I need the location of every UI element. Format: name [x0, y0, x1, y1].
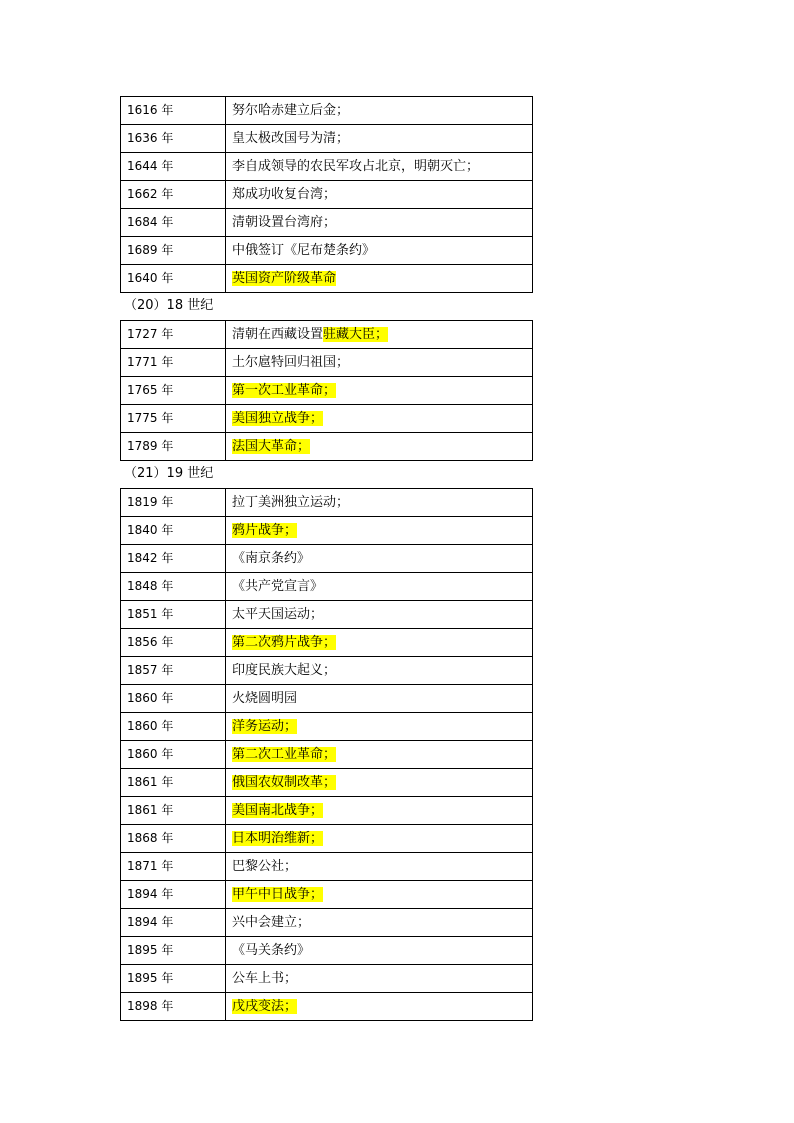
event-cell [226, 769, 533, 797]
event-text-highlighted: 甲午中日战争； [232, 887, 324, 902]
event-cell [226, 517, 533, 545]
document-page [120, 96, 526, 1021]
event-text-highlighted: 鸦片战争； [232, 523, 298, 538]
table-row [121, 797, 533, 825]
event-text: 皇太极改国号为清； [232, 131, 350, 146]
table-row [121, 993, 533, 1021]
table-row [121, 489, 533, 517]
table-row [121, 685, 533, 713]
year-cell: 1860 年 [121, 713, 226, 741]
event-text-highlighted: 驻藏大臣； [323, 327, 389, 342]
event-cell [226, 181, 533, 209]
year-cell: 1851 年 [121, 601, 226, 629]
event-text: 印度民族大起义； [232, 663, 337, 678]
table-row [121, 965, 533, 993]
event-cell [226, 265, 533, 293]
event-text-highlighted: 第二次鸦片战争； [232, 635, 337, 650]
year-cell: 1640 年 [121, 265, 226, 293]
table-row [121, 881, 533, 909]
event-text: 巴黎公社； [232, 859, 298, 874]
year-cell: 1895 年 [121, 965, 226, 993]
table-row [121, 909, 533, 937]
year-cell: 1848 年 [121, 573, 226, 601]
table-row [121, 573, 533, 601]
table-row [121, 265, 533, 293]
event-cell [226, 405, 533, 433]
year-cell: 1842 年 [121, 545, 226, 573]
table-row [121, 209, 533, 237]
event-cell [226, 97, 533, 125]
table-row [121, 349, 533, 377]
event-text: 李自成领导的农民军攻占北京，明朝灭亡； [232, 159, 480, 174]
event-cell [226, 349, 533, 377]
timeline-table [120, 96, 533, 293]
year-cell: 1895 年 [121, 937, 226, 965]
year-cell: 1689 年 [121, 237, 226, 265]
event-text: 拉丁美洲独立运动； [232, 495, 350, 510]
year-cell: 1894 年 [121, 909, 226, 937]
year-cell: 1868 年 [121, 825, 226, 853]
timeline-table [120, 488, 533, 1021]
event-cell [226, 125, 533, 153]
year-cell: 1789 年 [121, 433, 226, 461]
year-cell: 1771 年 [121, 349, 226, 377]
event-text: 《共产党宣言》 [232, 579, 324, 594]
year-cell: 1684 年 [121, 209, 226, 237]
event-text: 太平天国运动； [232, 607, 324, 622]
event-cell [226, 797, 533, 825]
table-row [121, 741, 533, 769]
table-row [121, 97, 533, 125]
event-text-highlighted: 英国资产阶级革命 [232, 271, 337, 286]
year-cell: 1616 年 [121, 97, 226, 125]
event-cell [226, 209, 533, 237]
event-cell [226, 237, 533, 265]
event-cell [226, 825, 533, 853]
table-row [121, 153, 533, 181]
year-cell: 1857 年 [121, 657, 226, 685]
year-cell: 1871 年 [121, 853, 226, 881]
event-text: 兴中会建立； [232, 915, 311, 930]
year-cell: 1662 年 [121, 181, 226, 209]
event-text: 《马关条约》 [232, 943, 311, 958]
table-row [121, 321, 533, 349]
table-row [121, 937, 533, 965]
event-cell [226, 881, 533, 909]
year-cell: 1644 年 [121, 153, 226, 181]
event-cell [226, 489, 533, 517]
table-row [121, 517, 533, 545]
event-text: 火烧圆明园 [232, 691, 298, 706]
year-cell: 1765 年 [121, 377, 226, 405]
event-text: 中俄签订《尼布楚条约》 [232, 243, 376, 258]
event-text-prefix: 清朝在西藏设置 [232, 327, 324, 342]
event-cell [226, 601, 533, 629]
section-heading: （20）18 世纪 [124, 298, 214, 313]
year-cell: 1860 年 [121, 741, 226, 769]
year-cell: 1775 年 [121, 405, 226, 433]
table-row [121, 377, 533, 405]
table-row [121, 601, 533, 629]
year-cell: 1898 年 [121, 993, 226, 1021]
year-cell: 1861 年 [121, 769, 226, 797]
table-row [121, 825, 533, 853]
event-cell [226, 685, 533, 713]
event-cell [226, 629, 533, 657]
event-cell [226, 153, 533, 181]
event-cell [226, 965, 533, 993]
year-cell: 1819 年 [121, 489, 226, 517]
event-cell [226, 853, 533, 881]
year-cell: 1861 年 [121, 797, 226, 825]
year-cell: 1894 年 [121, 881, 226, 909]
table-row [121, 433, 533, 461]
event-text-highlighted: 第一次工业革命； [232, 383, 337, 398]
event-cell [226, 433, 533, 461]
event-text: 公车上书； [232, 971, 298, 986]
event-cell [226, 937, 533, 965]
table-row [121, 405, 533, 433]
timeline-table [120, 320, 533, 461]
event-cell [226, 909, 533, 937]
event-text-highlighted: 美国南北战争； [232, 803, 324, 818]
table-row [121, 545, 533, 573]
event-cell [226, 741, 533, 769]
year-cell: 1840 年 [121, 517, 226, 545]
event-text-highlighted: 日本明治维新； [232, 831, 324, 846]
event-cell [226, 545, 533, 573]
year-cell: 1856 年 [121, 629, 226, 657]
table-row [121, 853, 533, 881]
event-cell [226, 657, 533, 685]
table-row [121, 181, 533, 209]
event-cell [226, 377, 533, 405]
table-row [121, 125, 533, 153]
table-row [121, 713, 533, 741]
event-text-highlighted: 美国独立战争； [232, 411, 324, 426]
year-cell: 1860 年 [121, 685, 226, 713]
year-cell: 1727 年 [121, 321, 226, 349]
table-row [121, 657, 533, 685]
event-text: 郑成功收复台湾； [232, 187, 337, 202]
year-cell: 1636 年 [121, 125, 226, 153]
event-cell [226, 573, 533, 601]
section-heading: （21）19 世纪 [124, 466, 214, 481]
event-text: 努尔哈赤建立后金； [232, 103, 350, 118]
event-text-highlighted: 法国大革命； [232, 439, 311, 454]
event-text: 土尔扈特回归祖国； [232, 355, 350, 370]
event-text: 《南京条约》 [232, 551, 311, 566]
table-row [121, 629, 533, 657]
event-text-highlighted: 戊戌变法； [232, 999, 298, 1014]
event-cell [226, 713, 533, 741]
event-text-highlighted: 洋务运动； [232, 719, 298, 734]
event-cell [226, 993, 533, 1021]
event-text-highlighted: 俄国农奴制改革； [232, 775, 337, 790]
table-row [121, 769, 533, 797]
table-row [121, 237, 533, 265]
event-cell [226, 321, 533, 349]
event-text: 清朝设置台湾府； [232, 215, 337, 230]
event-text-highlighted: 第二次工业革命； [232, 747, 337, 762]
